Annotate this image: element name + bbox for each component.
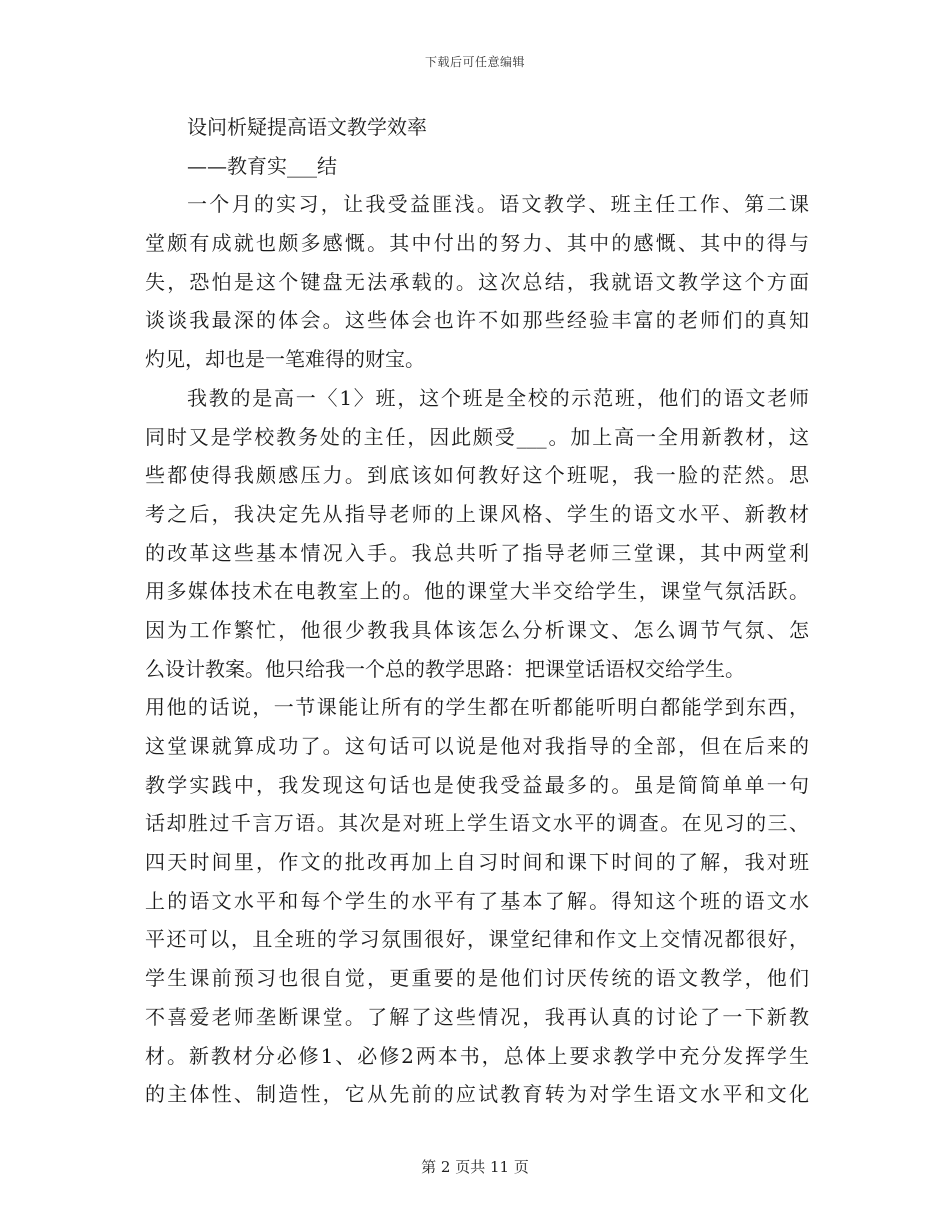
document-body [145, 108, 809, 1114]
text-line: 灼见，却也是一笔难得的财宝。 [145, 347, 425, 372]
text-line: 学生课前预习也很自觉，更重要的是他们讨厌传统的语文教学，他们 [145, 966, 809, 991]
document-subtitle: ——教育实___结 [187, 153, 337, 178]
text-line: 用多媒体技术在电教室上的。他的课堂大半交给学生，课堂气氛活跃。 [145, 579, 809, 604]
text-line: 么设计教案。他只给我一个总的教学思路：把课堂话语权交给学生。 [145, 656, 745, 681]
text-line: 同时又是学校教务处的主任，因此颇受___。加上高一全用新教材，这 [145, 424, 809, 449]
text-line: 我教的是高一〈1〉班，这个班是全校的示范班，他们的语文老师 [187, 385, 809, 410]
text-line: 因为工作繁忙，他很少教我具体该怎么分析课文、怎么调节气氛、怎 [145, 617, 809, 642]
text-line: 失，恐怕是这个键盘无法承载的。这次总结，我就语文教学这个方面 [145, 269, 809, 294]
text-line: 话却胜过千言万语。其次是对班上学生语文水平的调查。在见习的三、 [145, 811, 809, 836]
text-line: 用他的话说，一节课能让所有的学生都在听都能听明白都能学到东西， [145, 695, 809, 720]
text-line: 这堂课就算成功了。这句话可以说是他对我指导的全部，但在后来的 [145, 734, 809, 758]
text-line: 一个月的实习，让我受益匪浅。语文教学、班主任工作、第二课 [187, 192, 809, 217]
text-line: 谈谈我最深的体会。这些体会也许不如那些经验丰富的老师们的真知 [145, 308, 809, 333]
text-line: 平还可以，且全班的学习氛围很好，课堂纪律和作文上交情况都很好， [145, 927, 809, 952]
text-line: 的主体性、制造性，它从先前的应试教育转为对学生语文水平和文化 [145, 1082, 809, 1107]
text-line: 的改革这些基本情况入手。我总共听了指导老师三堂课，其中两堂利 [145, 540, 809, 565]
text-line: 不喜爱老师垄断课堂。了解了这些情况，我再认真的讨论了一下新教 [145, 1004, 809, 1029]
text-line: 材。新教材分必修1、必修2两本书，总体上要求教学中充分发挥学生 [145, 1043, 809, 1068]
text-line: 堂颇有成就也颇多感慨。其中付出的努力、其中的感慨、其中的得与 [145, 231, 809, 256]
text-line: 考之后，我决定先从指导老师的上课风格、学生的语文水平、新教材 [145, 501, 809, 526]
page-number: 第 2 页共 11 页 [421, 1158, 529, 1176]
document-title: 设问析疑提高语文教学效率 [187, 115, 427, 139]
text-line: 些都使得我颇感压力。到底该如何教好这个班呢，我一脸的茫然。思 [145, 463, 809, 488]
header-note: 下载后可任意编辑 [424, 55, 525, 69]
text-line: 上的语文水平和每个学生的水平有了基本了解。得知这个班的语文水 [145, 888, 809, 913]
text-line: 教学实践中，我发现这句话也是使我受益最多的。虽是简简单单一句 [145, 772, 809, 797]
text-line: 四天时间里，作文的批改再加上自习时间和课下时间的了解，我对班 [145, 850, 809, 875]
